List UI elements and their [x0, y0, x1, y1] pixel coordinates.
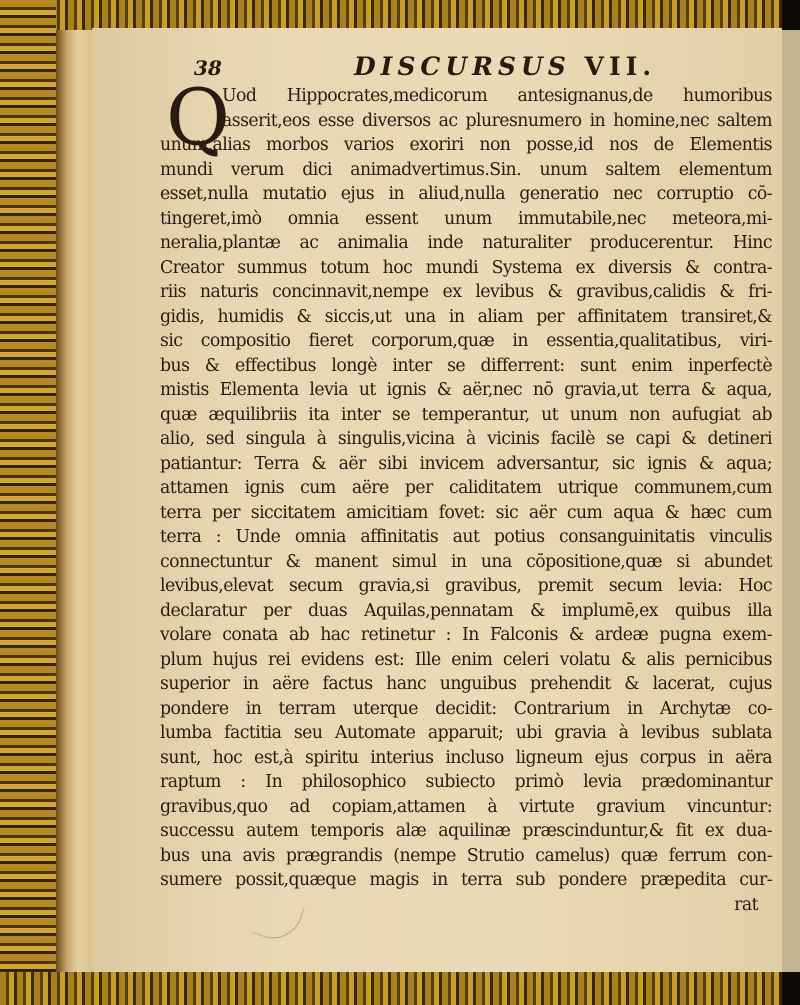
text-line: mundi verum dici animadvertimus.Sin. unum saltem elementum — [160, 159, 772, 180]
text-line: connectuntur & manent simul in una cōpositione,quæ si abundet — [160, 551, 772, 572]
text-line: superior in aëre factus hanc unguibus prehendit & lacerat, cujus — [160, 674, 772, 694]
text-line: raptum : In philosophico subiecto primò levia prædominantur — [160, 772, 772, 792]
text-line: terra per siccitatem amicitiam fovet: sic aër cum aqua & hæc cum — [160, 502, 772, 523]
running-title-text: DISCURSUS — [354, 52, 571, 81]
text-line: patiantur: Terra & aër sibi invicem adversantur, sic ignis & aqua; — [160, 453, 772, 474]
text-line: sic compositio fieret corporum,quæ in essentia,qualitatibus, viri- — [160, 331, 772, 351]
gilt-edge-top — [0, 0, 782, 30]
text-line: alio, sed singula à singulis,vicina à vicinis facilè se capi & detineri — [160, 429, 772, 449]
text-line: terra : Unde omnia affinitatis aut potius consanguinitatis vinculis — [160, 527, 772, 547]
text-line: mistis Elementa levia ut ignis & aër,nec nō gravia,ut terra & aqua, — [160, 380, 772, 400]
text-line: declaratur per duas Aquilas,pennatam & implumē,ex quibus illa — [160, 600, 772, 621]
facing-page-edge — [782, 30, 800, 972]
text-line: riis naturis concinnavit,nempe ex levibus & gravibus,calidis & fri- — [160, 282, 772, 302]
text-line: lumba factitia seu Automate apparuit; ubi gravia à levibus sublata — [160, 723, 772, 743]
text-line: neralia,plantæ ac animalia inde naturaliter producerentur. Hinc — [160, 233, 772, 253]
text-line: bus & effectibus longè inter se differrent: sunt enim inperfectè — [160, 355, 772, 376]
drop-cap: Q — [166, 73, 230, 163]
text-line: plum hujus rei evidens est: Ille enim celeri volatu & alis pernicibus — [160, 649, 772, 670]
page-number: 38 — [194, 56, 222, 80]
text-line: attamen ignis cum aëre per caliditatem utrique communem,cum — [160, 478, 772, 498]
text-line: tingeret,imò omnia essent unum immutabile,nec meteora,mi- — [160, 208, 772, 229]
text-line: asserit,eos esse diversos ac pluresnumero in homine,nec saltem — [222, 110, 772, 131]
text-line: gidis, humidis & siccis,ut una in aliam per affinitatem transiret,& — [160, 306, 772, 327]
text-line: unum,alias morbos varios exoriri non posse,id nos de Elementis — [160, 135, 772, 155]
text-line: successu autem temporis alæ aquilinæ præscinduntur,& fit ex dua- — [160, 821, 772, 841]
text-line: sumere possit,quæque magis in terra sub pondere præpedita cur- — [160, 870, 772, 890]
running-title-number: VII. — [584, 52, 657, 81]
page-gutter — [56, 30, 92, 972]
text-line: Uod Hippocrates,medicorum antesignanus,de humoribus — [222, 86, 772, 106]
text-line: quæ æquilibriis ita inter se temperantur, ut unum non aufugiat ab — [160, 404, 772, 425]
gilt-edge-left — [0, 0, 56, 1005]
text-line: levibus,elevat secum gravia,si gravibus, premit secum levia: Hoc — [160, 576, 772, 596]
text-line: esset,nulla mutatio ejus in aliud,nulla generatio nec corruptio cō- — [160, 184, 772, 204]
running-title — [354, 52, 656, 81]
text-line: gravibus,quo ad copiam,attamen à virtute gravium vincuntur: — [160, 796, 772, 817]
text-line: volare conata ab hac retinetur : In Falconis & ardeæ pugna exem- — [160, 625, 772, 645]
catchword: rat — [734, 894, 758, 915]
body-text — [160, 73, 772, 917]
text-line: pondere in terram uterque decidit: Contrarium in Archytæ co- — [160, 698, 772, 719]
gilt-edge-bottom — [0, 972, 782, 1005]
text-line: Creator summus totum hoc mundi Systema ex diversis & contra- — [160, 257, 772, 278]
text-line: bus una avis prægrandis (nempe Strutio camelus) quæ ferrum con- — [160, 845, 772, 866]
text-line: sunt, hoc est,à spiritu interius incluso ligneum ejus corpus in aëra — [160, 747, 772, 768]
